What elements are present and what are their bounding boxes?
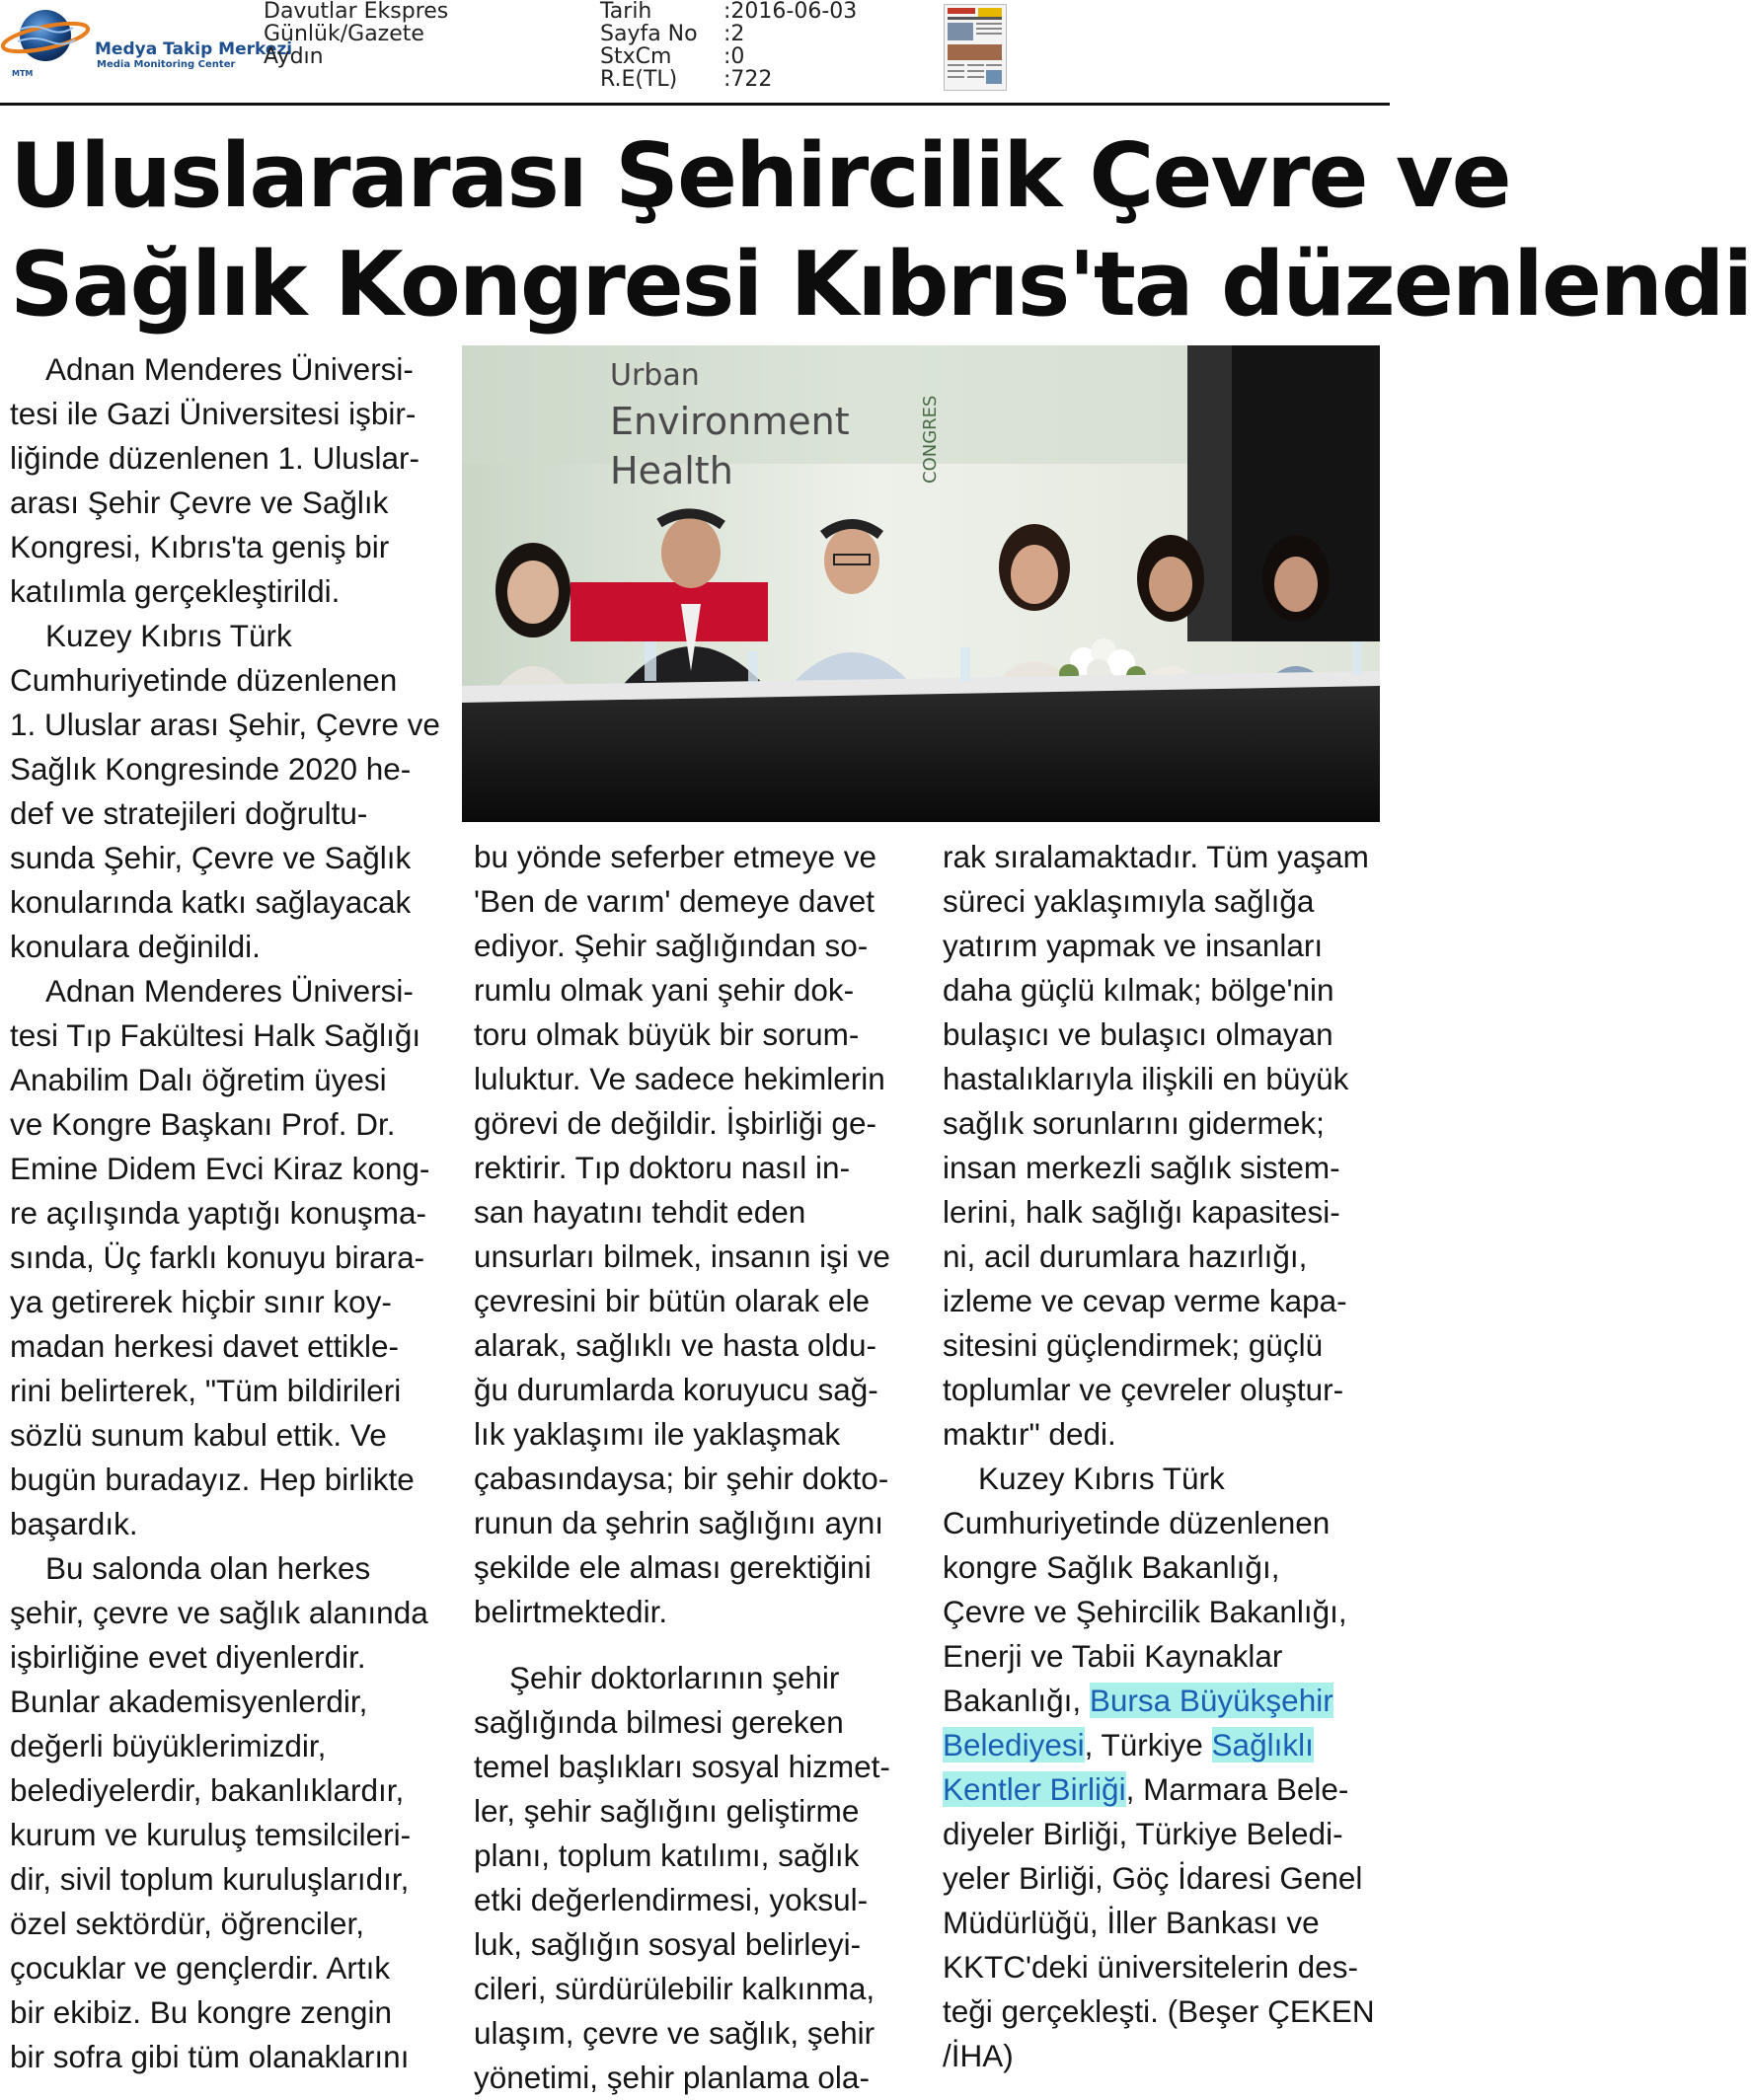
paragraph: Şehir doktorlarının şehir sağlığında bilmesi gereken temel başlıkları sosyal hizmet- ler, şehir sağlığını geliştirme planı, toplum katılımı, sağlık etki değerlendirmesi, yoksul- luk, sağlığın sosyal belirleyi- cileri, sürdürülebilir kalkınma, ulaşım, çevre ve sağlık, şehir yönetimi, şehir planlama ola-	[474, 1660, 890, 2095]
newspaper-thumbnail-icon	[945, 5, 1006, 90]
paragraph: bu yönde seferber etmeye ve 'Ben de varım' demeye davet ediyor. Şehir sağlığından so- rumlu olmak yani şehir dok- toru olmak büyük bir sorum- luluktur. Ve sadece hekimlerin görevi de değildir. İşbirliği ge- rektirir. Tıp doktoru nasıl in- san hayatını tehdit eden unsurları bilmek, insanın işi ve çevresini bir bütün olarak ele alarak, sağlıklı ve hasta oldu- ğu durumlarda koruyucu sağ- lık yaklaşımı ile yaklaşmak çabasındaysa; bir şehir dokto- runun da şehrin sağlığını aynı şekilde ele alması gerektiğini belirtmektedir.	[474, 839, 890, 1629]
publication-name: Davutlar Ekspres	[264, 0, 449, 24]
publication-info	[264, 0, 448, 68]
paragraph: Adnan Menderes Üniversi- tesi Tıp Fakültesi Halk Sağlığı Anabilim Dalı öğretim üyesi ve Kongre Başkanı Prof. Dr. Emine Didem Evci Kiraz kong- re açılışında yaptığı konuşma- sında, Üç farklı konuyu birara- ya getirerek hiçbir sınır koy- madan herkesi davet ettikle- rini belirterek, "Tüm bildirileri sözlü sunum kabul ettik. Ve bugün buradayız. Hep birlikte başardık.	[10, 973, 430, 1541]
meta-row-re: R.E(TL) :722	[600, 67, 773, 92]
article-column-2	[474, 835, 913, 2100]
mtm-logo	[4, 6, 293, 81]
headline-line: Sağlık Kongresi Kıbrıs'ta düzenlendi	[10, 233, 1751, 337]
article-photo	[462, 345, 1380, 822]
photo-side-text: CONGRES	[920, 395, 941, 484]
article-column-1	[10, 347, 449, 2079]
logo-subtitle: Media Monitoring Center	[97, 59, 236, 70]
photo-banner-text: Environment	[610, 400, 850, 443]
paragraph: Kuzey Kıbrıs Türk Cumhuriyetinde düzenlenen 1. Uluslar arası Şehir, Çevre ve Sağlık Kongresinde 2020 he- def ve stratejileri doğrultu- sunda Şehir, Çevre ve Sağlık konularında katkı sağlayacak konulara değinildi.	[10, 618, 440, 964]
clipping-meta	[600, 0, 857, 91]
photo-banner-text: Health	[610, 449, 733, 492]
page-thumbnail[interactable]	[944, 4, 1007, 91]
paragraph-gap	[474, 1634, 913, 1656]
meta-row-stxcm: StxCm :0	[600, 44, 745, 69]
paragraph: rak sıralamaktadır. Tüm yaşam süreci yaklaşımıyla sağlığa yatırım yapmak ve insanları daha güçlü kılmak; bölge'nin bulaşıcı ve bulaşıcı olmayan hastalıklarıyla ilişkili en büyük sağlık sorunlarını gidermek; insan merkezli sağlık sistem- lerini, halk sağlığı kapasitesi- ni, acil durumlara hazırlığı, izleme ve cevap verme kapa- sitesini güçlendirmek; güçlü toplumlar ve çevreler oluştur- maktır" dedi.	[943, 839, 1369, 1452]
header-rule	[0, 103, 1390, 106]
article-headline	[10, 122, 1751, 339]
highlight-keyword: Kentler Birliği	[943, 1771, 1126, 1807]
article-column-3	[943, 835, 1382, 2078]
paragraph: Kuzey Kıbrıs Türk Cumhuriyetinde düzenlenen kongre Sağlık Bakanlığı, Çevre ve Şehircilik Bakanlığı, Enerji ve Tabii Kaynaklar Bakanlığı, Bursa Büyükşehir Belediyesi, Türkiye Sağlıklı Kentler Birliği, Marmara Bele- diyeler Birliği, Türkiye Beledi- yeler Birliği, Göç İdaresi Genel Müdürlüğü, İller Bankası ve KKTC'deki üniversitelerin des- teği gerçekleşti. (Beşer ÇEKEN /İHA)	[943, 1461, 1375, 2073]
highlight-keyword: Sağlıklı	[1211, 1727, 1314, 1762]
logo-title: Medya Takip Merkezi	[95, 39, 293, 59]
congress-panel-photo	[462, 345, 1380, 822]
publication-city: Aydın	[264, 44, 324, 69]
highlight-keyword: Bursa Büyükşehir	[1089, 1683, 1333, 1718]
paragraph: Bu salonda olan herkes şehir, çevre ve sağlık alanında işbirliğine evet diyenlerdir. Bunlar akademisyenlerdir, değerli büyüklerimizdir, belediyelerdir, bakanlıklardır, kurum ve kuruluş temsilcileri- dir, sivil toplum kuruluşlarıdır, özel sektördür, öğrenciler, çocuklar ve gençlerdir. Artık bir ekibiz. Bu kongre zengin bir sofra gibi tüm olanaklarını	[10, 1550, 428, 2074]
meta-row-page: Sayfa No :2	[600, 22, 745, 46]
headline-line: Uluslararası Şehircilik Çevre ve	[10, 124, 1510, 228]
meta-row-date: Tarih :2016-06-03	[600, 0, 858, 24]
clipping-header	[0, 0, 1392, 101]
photo-banner-text: Urban	[610, 358, 700, 393]
paragraph: Adnan Menderes Üniversi- tesi ile Gazi Üniversitesi işbir- liğinde düzenlenen 1. Uluslar- arası Şehir Çevre ve Sağlık Kongresi, Kıbrıs'ta geniş bir katılımla gerçekleştirildi.	[10, 351, 420, 609]
highlight-keyword: Belediyesi	[943, 1727, 1085, 1762]
logo-abbr: MTM	[12, 69, 34, 78]
publication-type: Günlük/Gazete	[264, 22, 424, 46]
